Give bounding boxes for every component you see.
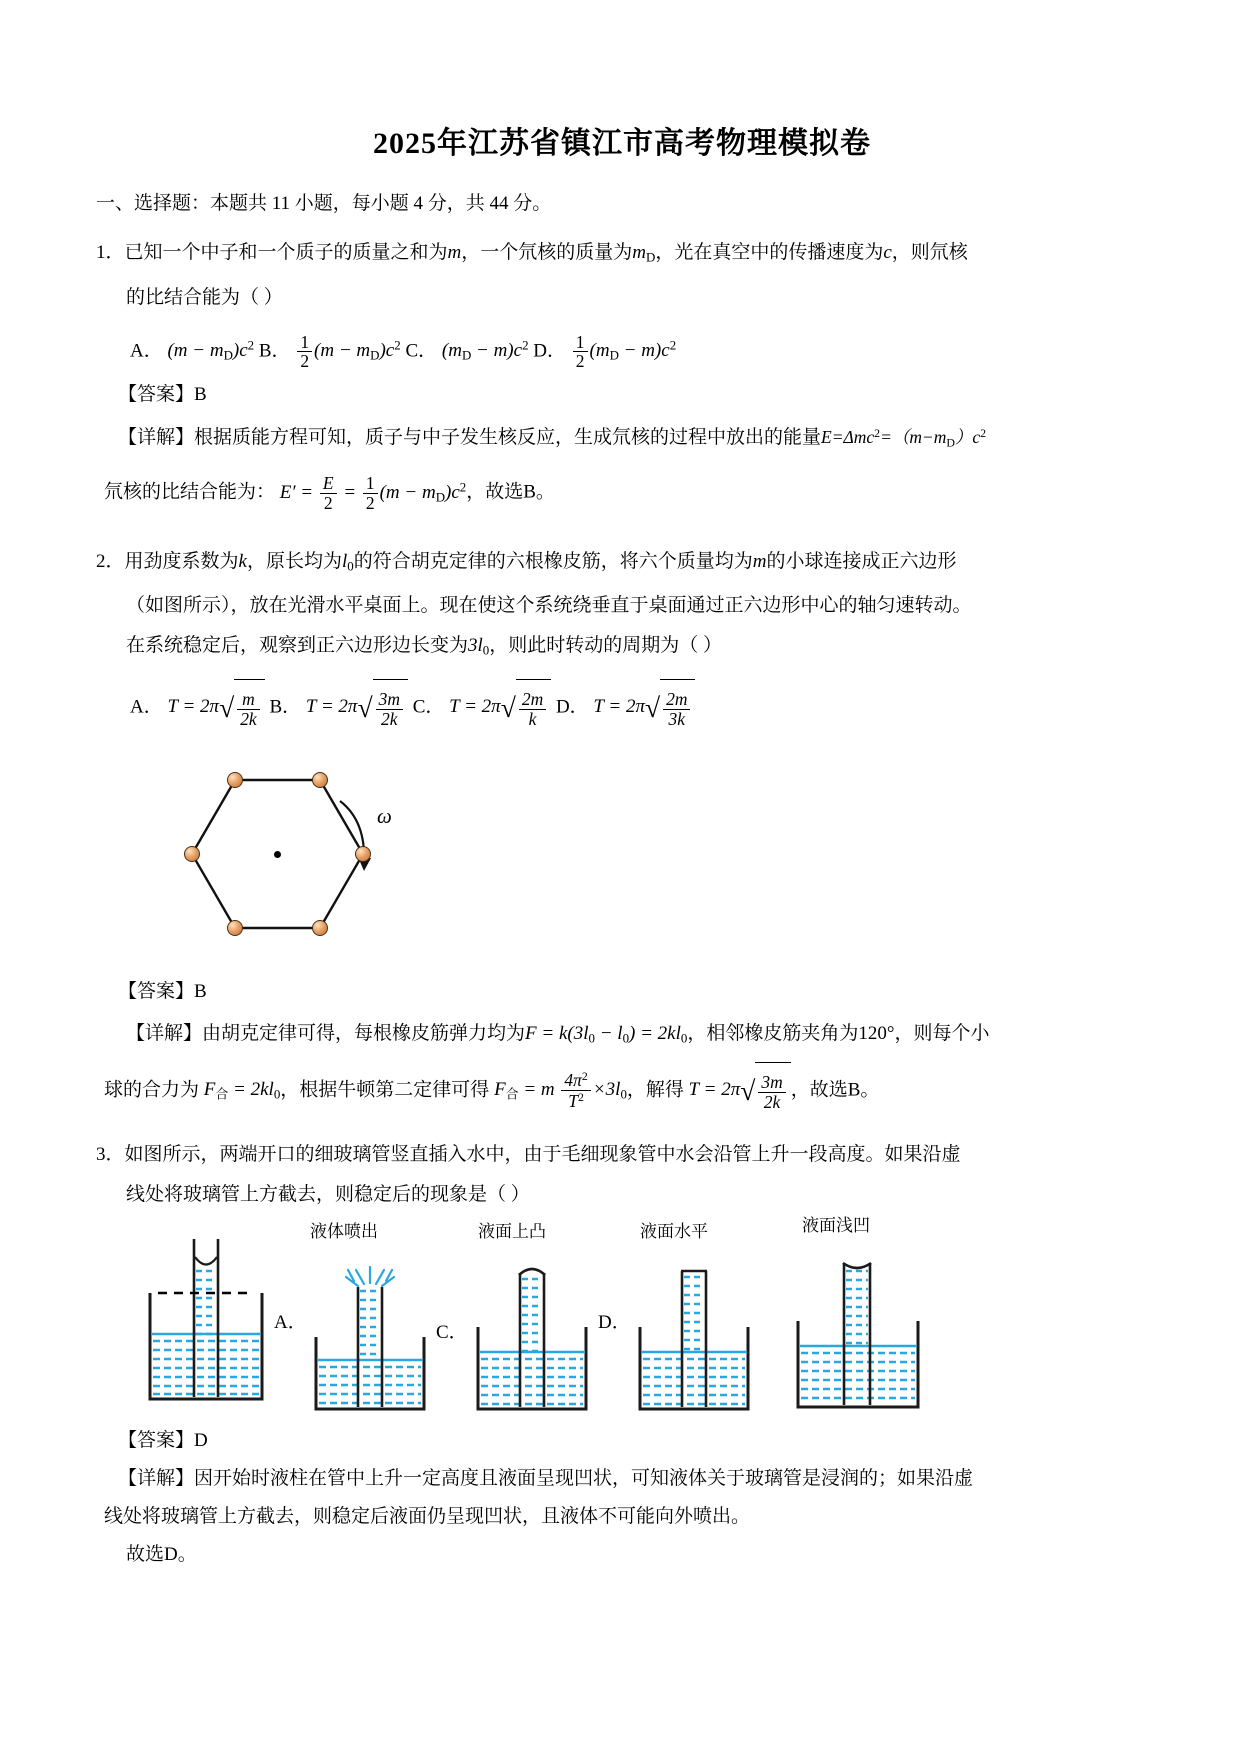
q2-explain-formula-2: $F_合 = 2kl_0$ xyxy=(203,1078,281,1102)
q3-explain-text-1: 因开始时液柱在管中上升一定高度且液面呈现凹状，可知液体关于玻璃管是浸润的；如果沿虚 xyxy=(194,1467,974,1489)
q2-stem-text-c: 的符合胡克定律的六根橡皮筋，将六个质量均为 xyxy=(353,550,753,572)
concave-meniscus xyxy=(195,1257,217,1265)
q2-stem-line-2: （如图所示），放在光滑水平桌面上。现在使这个系统绕垂直于桌面通过正六边形中心的轴匀速转动。 xyxy=(126,595,972,617)
q2-explain-angle: 120° xyxy=(858,1022,895,1044)
q2-option-d-label[interactable]: D． xyxy=(555,696,589,718)
q2-explain-text-2b: ，根据牛顿第二定律可得 xyxy=(280,1078,490,1100)
page-title: 2025年江苏省镇江市高考物理模拟卷 xyxy=(373,127,871,160)
q1-option-a-expr: $(m - m_D)c^2$ xyxy=(167,337,255,363)
bulk-water xyxy=(480,1353,584,1407)
q3-answer-row xyxy=(96,1422,1148,1460)
q1-explain-text-2b: ，故选B。 xyxy=(466,482,555,504)
q3-figure-c xyxy=(460,1221,631,1411)
q1-option-c-expr: $(m_D - m)c^2$ xyxy=(441,337,529,363)
hexagon-svg xyxy=(134,749,434,969)
q2-var-k: k xyxy=(238,550,247,572)
beaker-c-svg xyxy=(460,1241,620,1421)
q2-option-d-expr: T = 2π√ $\frac{2m}{3k}$ xyxy=(593,696,695,717)
q1-explanation-line-1 xyxy=(96,414,1148,462)
q3-option-c-label[interactable]: D． xyxy=(598,1311,631,1333)
q3-explain-label: 【详解】 xyxy=(118,1467,195,1489)
q2-explain-text-1c: ，则每个小 xyxy=(894,1022,990,1044)
q1-option-b-label[interactable]: B． xyxy=(258,340,291,362)
tube-liquid-hatch xyxy=(196,1271,216,1334)
q2-explain-formula-3: $F_合 = m$ $\frac{4\pi^2}{T^2}$ $\times 3l_0$ xyxy=(494,1069,627,1112)
q1-option-d-expr: $\frac{1}{2}$ $(m_D - m)c^2$ xyxy=(571,340,676,361)
q2-option-c-label[interactable]: C． xyxy=(412,696,445,718)
q1-stem-text-a: 已知一个中子和一个质子的质量之和为 xyxy=(124,242,448,263)
bulk-water xyxy=(800,1347,916,1405)
q2-option-a-expr: T = 2π√ $\frac{m}{2k}$ xyxy=(167,696,264,717)
q2-explanation-line-1 xyxy=(96,1011,1148,1062)
q2-hexagon-figure xyxy=(134,749,434,969)
omega-label: ω xyxy=(377,803,392,828)
q2-option-b-expr: T = 2π√ $\frac{3m}{2k}$ xyxy=(306,696,408,717)
q1-explain-label: 【详解】 xyxy=(118,427,195,449)
q1-var-c: c xyxy=(883,242,892,263)
q2-stem-text-d: 的小球连接成正六边形 xyxy=(766,550,957,572)
tube-liquid-hatch xyxy=(846,1271,868,1343)
q2-explain-formula-1: $F = k(3l_0 - l_0) = 2kl_0$ xyxy=(525,1022,688,1046)
tube-liquid-hatch xyxy=(684,1277,704,1349)
question-1 xyxy=(96,233,1148,524)
q2-explain-formula-4: T = 2π√ $\frac{3m}{2k}$ xyxy=(689,1079,791,1100)
q1-explanation-line-2 xyxy=(96,461,1148,523)
q3-caption-b: 液体喷出 xyxy=(310,1221,378,1241)
q1-answer-row xyxy=(96,376,1148,414)
q2-stem-line-3 xyxy=(96,626,1148,671)
q2-var-l0: $l_0$ xyxy=(341,550,354,574)
q3-figure-d xyxy=(622,1221,772,1411)
tube-liquid-hatch xyxy=(522,1279,542,1351)
q2-explain-label: 【详解】 xyxy=(126,1022,203,1044)
question-3 xyxy=(96,1135,1148,1574)
q2-option-c-expr: T = 2π√ $\frac{2m}{k}$ xyxy=(449,696,551,717)
q3-caption-c: 液面上凸 xyxy=(478,1221,546,1241)
q2-answer-value: B xyxy=(194,980,207,1002)
q1-explain-formula-1: $E=\Delta mc^2=(m-m_D)c^2$ xyxy=(821,425,987,450)
q1-stem-text-c: ，光在真空中的传播速度为 xyxy=(655,242,884,263)
q1-var-mD: $m_D$ xyxy=(632,242,656,265)
q2-stem-text-3b: ，则此时转动的周期为（ ） xyxy=(489,635,723,657)
beaker-d-svg xyxy=(622,1241,782,1421)
q1-option-a-label[interactable]: A． xyxy=(130,340,163,362)
q1-answer-value: B xyxy=(194,383,207,405)
mass-ball xyxy=(227,772,243,788)
q3-answer-label: 【答案】 xyxy=(118,1429,195,1451)
q3-option-a-label[interactable]: A． xyxy=(274,1311,307,1333)
question-2 xyxy=(96,542,1148,1123)
q2-var-3l0: $3l_0$ xyxy=(468,635,490,658)
mass-ball xyxy=(312,772,328,788)
q1-stem-line-2: 的比结合能为（ ） xyxy=(126,286,283,308)
mass-ball xyxy=(355,846,371,862)
bulk-water xyxy=(642,1353,746,1407)
q1-number: 1． xyxy=(96,242,125,263)
q2-explain-text-1b: ，相邻橡皮筋夹角为 xyxy=(687,1022,859,1044)
q3-caption-d: 液面水平 xyxy=(640,1221,708,1241)
q3-number: 3． xyxy=(96,1143,125,1165)
q2-explanation-line-2 xyxy=(96,1062,1148,1123)
q2-stem-text-a: 用劲度系数为 xyxy=(124,550,239,572)
rotation-axis-dot xyxy=(274,851,281,858)
q1-stem-text-d: ，则氘核 xyxy=(891,242,968,263)
mass-ball xyxy=(227,920,243,936)
q3-figure-b xyxy=(298,1221,468,1411)
q1-stem-line-1 xyxy=(96,233,1148,278)
q1-explain-formula-2: E′ = $\frac{E}{2}$ = $\frac{1}{2}$ $(m - m_D)c^2$ xyxy=(279,473,467,514)
q1-stem-text-b: ，一个氘核的质量为 xyxy=(461,242,633,263)
q2-explain-text-1a: 由胡克定律可得，每根橡皮筋弹力均为 xyxy=(202,1022,526,1044)
q2-stem-line-1 xyxy=(96,542,1148,587)
q2-answer-label: 【答案】 xyxy=(118,980,195,1002)
q2-explain-text-2d: ，故选B。 xyxy=(790,1078,880,1100)
beaker-b-svg xyxy=(298,1241,458,1421)
mass-ball xyxy=(184,846,200,862)
q2-stem-text-b: ，原长均为 xyxy=(246,550,342,572)
tube-liquid-hatch xyxy=(360,1291,380,1354)
spray-jets xyxy=(346,1267,394,1286)
beaker-e-svg xyxy=(784,1235,944,1415)
q3-figure-e xyxy=(784,1215,934,1411)
q1-option-d-label[interactable]: D． xyxy=(533,340,567,362)
bulk-water xyxy=(152,1335,260,1397)
q3-answer-value: D xyxy=(194,1429,208,1451)
q2-explain-text-2a: 球的合力为 xyxy=(104,1078,200,1100)
q2-explain-text-2c: ，解得 xyxy=(626,1078,684,1100)
q2-options xyxy=(96,679,1148,737)
q3-figure-row xyxy=(136,1215,1148,1416)
q1-explain-text-1: 根据质能方程可知，质子与中子发生核反应，生成氘核的过程中放出的能量 xyxy=(194,427,822,449)
q3-explanation-line-3: 故选D。 xyxy=(126,1543,197,1565)
q3-stem-text-1: 如图所示，两端开口的细玻璃管竖直插入水中，由于毛细现象管中水会沿管上升一段高度。如果沿虚 xyxy=(124,1143,961,1165)
shallow-concave-meniscus xyxy=(843,1263,871,1268)
q1-option-b-expr: $\frac{1}{2}$ $(m - m_D)c^2$ xyxy=(295,340,400,361)
q2-answer-row xyxy=(96,973,1148,1011)
q3-explanation-line-1 xyxy=(96,1460,1148,1498)
q2-option-b-label[interactable]: B． xyxy=(269,696,302,718)
q2-option-a-label[interactable]: A． xyxy=(130,696,163,718)
mass-ball xyxy=(312,920,328,936)
q1-answer-label: 【答案】 xyxy=(118,383,195,405)
q2-number: 2． xyxy=(96,550,125,572)
q3-stem-line-2: 线处将玻璃管上方截去，则稳定后的现象是（ ） xyxy=(126,1183,530,1205)
q3-explanation-line-2: 线处将玻璃管上方截去，则稳定后液面仍呈现凹状，且液体不可能向外喷出。 xyxy=(104,1505,751,1527)
q1-var-m: m xyxy=(447,242,462,263)
q3-figure-a xyxy=(136,1231,307,1411)
q3-caption-e: 液面浅凹 xyxy=(802,1215,870,1235)
q2-var-m: m xyxy=(752,550,767,572)
q1-options xyxy=(96,326,1148,376)
q1-option-c-label[interactable]: C． xyxy=(405,340,438,362)
q3-stem-line-1 xyxy=(96,1135,1148,1175)
q2-stem-text-3a: 在系统稳定后，观察到正六边形边长变为 xyxy=(126,635,469,657)
beaker-a-svg xyxy=(136,1231,296,1411)
q1-explain-text-2: 氘核的比结合能为： xyxy=(104,482,276,504)
section-heading: 一、选择题：本题共 11 小题，每小题 4 分，共 44 分。 xyxy=(96,193,552,214)
convex-meniscus xyxy=(519,1269,545,1275)
q3-option-b-label[interactable]: C． xyxy=(436,1321,468,1343)
